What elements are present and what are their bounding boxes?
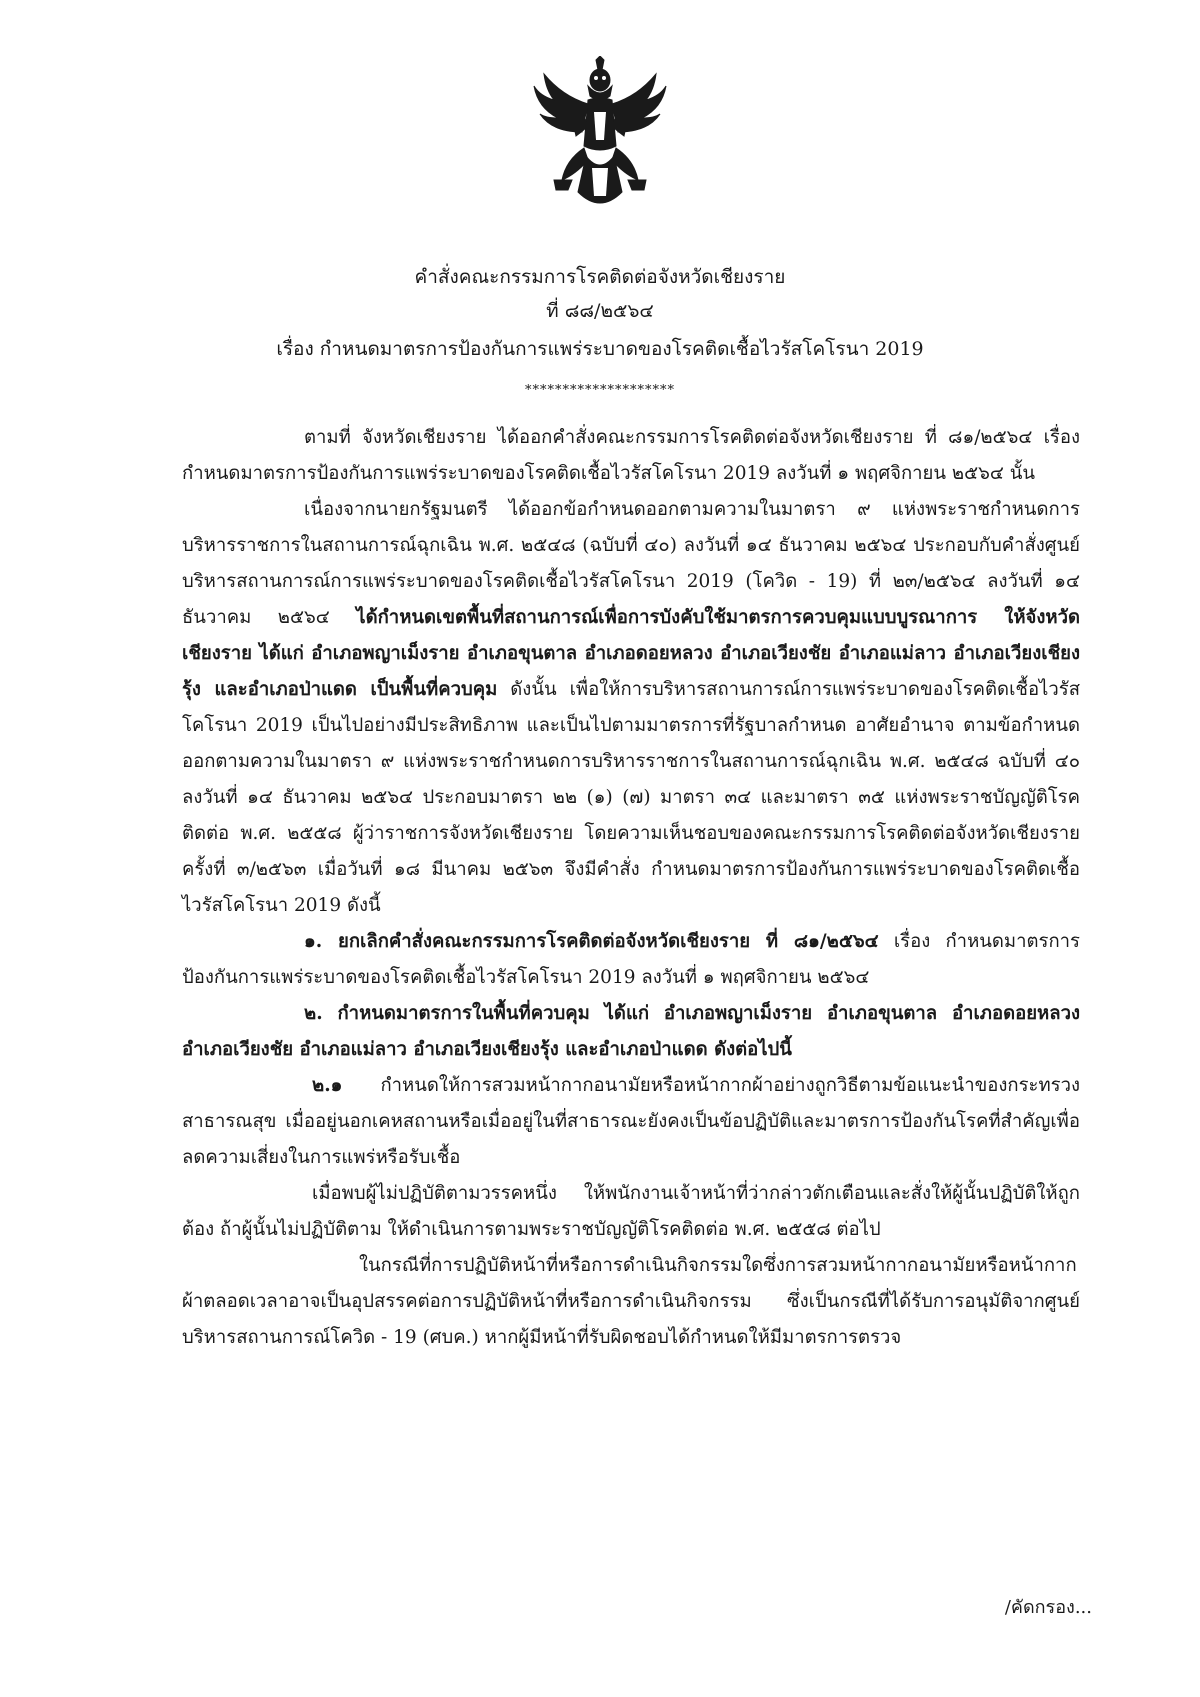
paragraph-grounds [182, 492, 1080, 924]
item-1 [182, 924, 1080, 996]
paragraph-warning: เมื่อพบผู้ไม่ปฏิบัติตามวรรคหนึ่ง ให้พนักงานเจ้าหน้าที่ว่ากล่าวตักเตือนและสั่งให้ผู้นั้นปฏิบัติให้ถูกต้อง ถ้าผู้นั้นไม่ปฏิบัติตาม ให้ดำเนินการตามพระราชบัญญัติโรคติดต่อ พ.ศ. ๒๕๕๘ ต่อไป [182, 1183, 1080, 1240]
order-title: คำสั่งคณะกรรมการโรคติดต่อจังหวัดเชียงราย [414, 266, 786, 288]
paragraph-reference: ตามที่ จังหวัดเชียงราย ได้ออกคำสั่งคณะกรรมการโรคติดต่อจังหวัดเชียงราย ที่ ๘๑/๒๕๖๔ เรื่อง กำหนดมาตรการป้องกันการแพร่ระบาดของโรคติดเชื้อไวรัสโคโรนา 2019 ลงวันที่ ๑ พฤศจิกายน ๒๕๖๔ นั้น [182, 427, 1080, 484]
item-2: ๒. กำหนดมาตรการในพื้นที่ควบคุม ได้แก่ อำเภอพญาเม็งราย อำเภอขุนตาล อำเภอดอยหลวง อำเภอเวียงชัย อำเภอแม่ลาว อำเภอเวียงเชียงรุ้ง และอำเภอป่าแดด ดังต่อไปนี้ [182, 1003, 1080, 1060]
order-body [182, 420, 1080, 1356]
item-2-1-text: กำหนดให้การสวมหน้ากากอนามัยหรือหน้ากากผ้าอย่างถูกวิธีตามข้อแนะนำของกระทรวงสาธารณสุข เมื่ออยู่นอกเคหสถานหรือเมื่ออยู่ในที่สาธารณะยังคงเป็นข้อปฏิบัติและมาตรการป้องกันโรคที่สำคัญเพื่อลดความเสี่ยงในการแพร่หรือรับเชื้อ [182, 1075, 1080, 1168]
order-number: ที่ ๘๘/๒๕๖๔ [546, 300, 654, 322]
garuda-emblem-icon [532, 56, 668, 214]
grounds-text: เนื่องจากนายกรัฐมนตรี ได้ออกข้อกำหนดออกตามความในมาตรา ๙ แห่งพระราชกำหนดการบริหารราชการในสถานการณ์ฉุกเฉิน พ.ศ. ๒๕๔๘ (ฉบับที่ ๔๐) ลงวันที่ ๑๔ ธันวาคม ๒๕๖๔ ประกอบกับคำสั่งศูนย์บริหารสถานการณ์การแพร่ระบาดของโรคติดเชื้อไวรัสโคโรนา 2019 (โควิด - 19) ที่ ๒๓/๒๕๖๔ ลงวันที่ ๑๔ ธันวาคม ๒๕๖๔ [182, 499, 1080, 628]
item-1-text: เรื่อง กำหนดมาตรการป้องกันการแพร่ระบาดของโรคติดเชื้อไวรัสโคโรนา 2019 ลงวันที่ ๑ พฤศจิกายน ๒๕๖๔ [182, 931, 1080, 988]
grounds-order: ดังนั้น เพื่อให้การบริหารสถานการณ์การแพร่ระบาดของโรคติดเชื้อไวรัสโคโรนา 2019 เป็นไปอย่างมีประสิทธิภาพ และเป็นไปตามมาตรการที่รัฐบาลกำหนด อาศัยอำนาจ ตามข้อกำหนดออกตามความในมาตรา ๙ แห่งพระราชกำหนดการบริหารราชการในสถานการณ์ฉุกเฉิน พ.ศ. ๒๕๔๘ ฉบับที่ ๔๐ ลงวันที่ ๑๔ ธันวาคม ๒๕๖๔ ประกอบมาตรา ๒๒ (๑) (๗) มาตรา ๓๔ และมาตรา ๓๕ แห่งพระราชบัญญัติโรคติดต่อ พ.ศ. ๒๕๕๘ ผู้ว่าราชการจังหวัดเชียงราย โดยความเห็นชอบของคณะกรรมการโรคติดต่อจังหวัดเชียงราย ครั้งที่ ๓/๒๕๖๓ เมื่อวันที่ ๑๘ มีนาคม ๒๕๖๓ จึงมีคำสั่ง กำหนดมาตรการป้องกันการแพร่ระบาดของโรคติดเชื้อไวรัสโคโรนา 2019 ดังนี้ [182, 679, 1080, 916]
item-1-lead: ๑. ยกเลิกคำสั่งคณะกรรมการโรคติดต่อจังหวัดเชียงราย ที่ ๘๑/๒๕๖๔ [304, 931, 879, 952]
grounds-control-zone: ได้กำหนดเขตพื้นที่สถานการณ์เพื่อการบังคับใช้มาตรการควบคุมแบบบูรณาการ ให้จังหวัดเชียงราย ได้แก่ อำเภอพญาเม็งราย อำเภอขุนตาล อำเภอดอยหลวง อำเภอเวียงชัย อำเภอแม่ลาว อำเภอเวียงเชียงรุ้ง และอำเภอป่าแดด เป็นพื้นที่ควบคุม [182, 607, 1080, 700]
item-2-1-number: ๒.๑ [312, 1075, 343, 1096]
item-2-1 [182, 1068, 1080, 1176]
continuation-marker: /คัดกรอง... [1004, 1597, 1092, 1618]
paragraph-exception: ในกรณีที่การปฏิบัติหน้าที่หรือการดำเนินกิจกรรมใดซึ่งการสวมหน้ากากอนามัยหรือหน้ากากผ้าตลอดเวลาอาจเป็นอุปสรรคต่อการปฏิบัติหน้าที่หรือการดำเนินกิจกรรม ซึ่งเป็นกรณีที่ได้รับการอนุมัติจากศูนย์บริหารสถานการณ์โควิด - 19 (ศบค.) หากผู้มีหน้าที่รับผิดชอบได้กำหนดให้มีมาตรการตรวจ [182, 1255, 1080, 1348]
separator: ******************** [525, 383, 675, 398]
order-subject: เรื่อง กำหนดมาตรการป้องกันการแพร่ระบาดของโรคติดเชื้อไวรัสโคโรนา 2019 [276, 338, 924, 360]
